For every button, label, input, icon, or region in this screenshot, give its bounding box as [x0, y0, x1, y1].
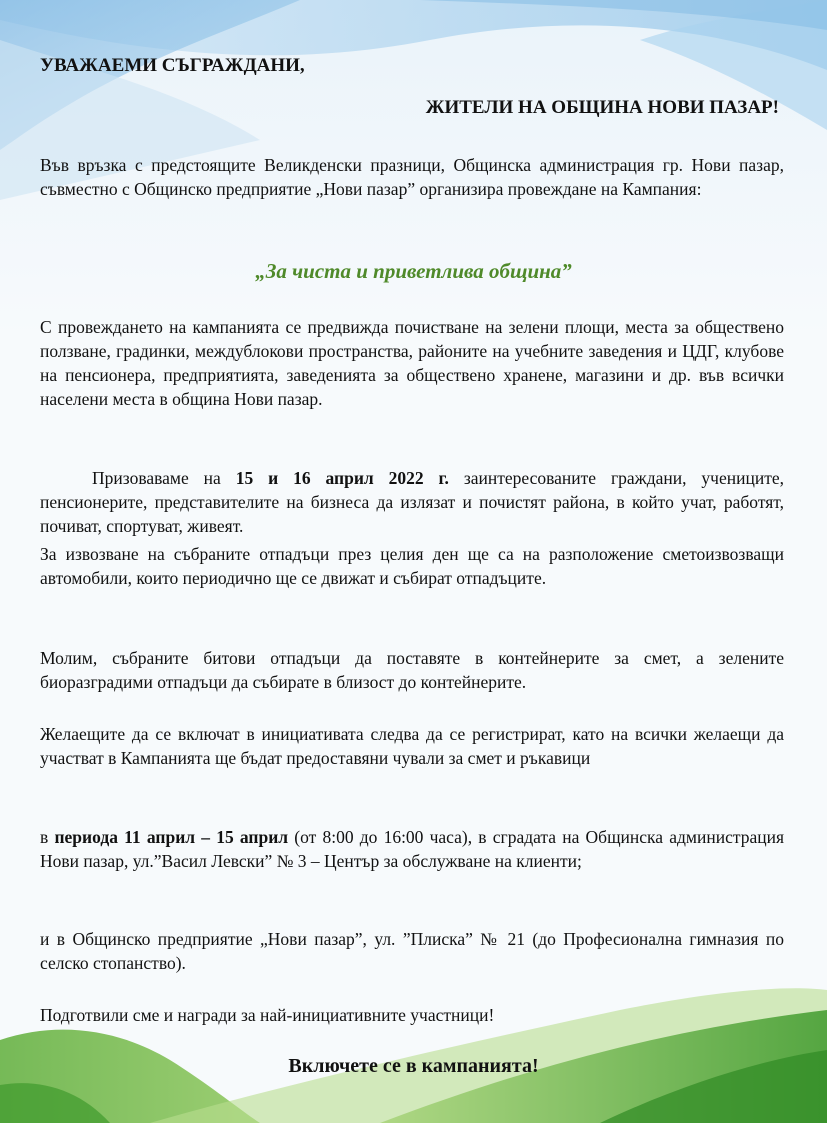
appeal-paragraph: [40, 466, 784, 538]
campaign-title: „За чиста и приветлива община”: [255, 259, 572, 283]
awards-paragraph: Подготвили сме и награди за най-инициативните участници!: [40, 1005, 495, 1025]
period-prefix: в: [40, 827, 55, 847]
period-dates: периода 11 април – 15 април: [54, 827, 289, 847]
greeting-line-2: ЖИТЕЛИ НА ОБЩИНА НОВИ ПАЗАР!: [425, 97, 779, 118]
greeting-line-1: УВАЖАЕМИ СЪГРАЖДАНИ,: [40, 55, 305, 76]
appeal-rest: заинтересованите граждани, учениците, пенсионерите, представителите на бизнеса да излязат и почистят района, в който учат, работят, почиват, спортуват, живеят.: [40, 468, 784, 536]
request-paragraph: Молим, събраните битови отпадъци да поставяте в контейнерите за смет, а зелените биоразградими отпадъци да събирате в близост до контейнерите.: [40, 648, 784, 692]
cleaning-paragraph: С провеждането на кампанията се предвижда почистване на зелени площи, места за обществено ползване, градинки, междублокови пространства, районите на учебните заведения и ЦДГ, клубове на пенсионера, предприятията, заведенията за обществено хранене, магазини и др. във всички населени места в община Нови пазар.: [40, 317, 784, 409]
register-paragraph: Желаещите да се включат в инициативата следва да се регистрират, като на всички желаещи да участват в Кампанията ще бъдат предоставяни чували за смет и ръкавици: [40, 724, 784, 768]
intro-paragraph: Във връзка с предстоящите Великденски празници, Общинска администрация гр. Нови пазар, съвместно с Общинско предприятие „Нови пазар” организира провеждане на Кампания:: [40, 155, 784, 199]
period-rest: (от 8:00 до 16:00 часа), в сградата на Общинска администрация Нови пазар, ул.”Васил Левски” № 3 – Център за обслужване на клиенти;: [40, 827, 785, 871]
enterprise-paragraph: и в Общинско предприятие „Нови пазар”, ул. ”Плиска” № 21 (до Професионална гимназия по селско стопанство).: [40, 929, 784, 973]
appeal-dates: 15 и 16 април 2022 г.: [235, 468, 449, 488]
transport-paragraph: За извозване на събраните отпадъци през целия ден ще са на разположение сметоизвозващи автомобили, които периодично ще се движат и събират отпадъците.: [40, 544, 784, 588]
appeal-start: Призоваваме на: [92, 468, 236, 488]
period-paragraph: [40, 825, 784, 873]
closing-call: Включете се в кампанията!: [288, 1055, 539, 1077]
